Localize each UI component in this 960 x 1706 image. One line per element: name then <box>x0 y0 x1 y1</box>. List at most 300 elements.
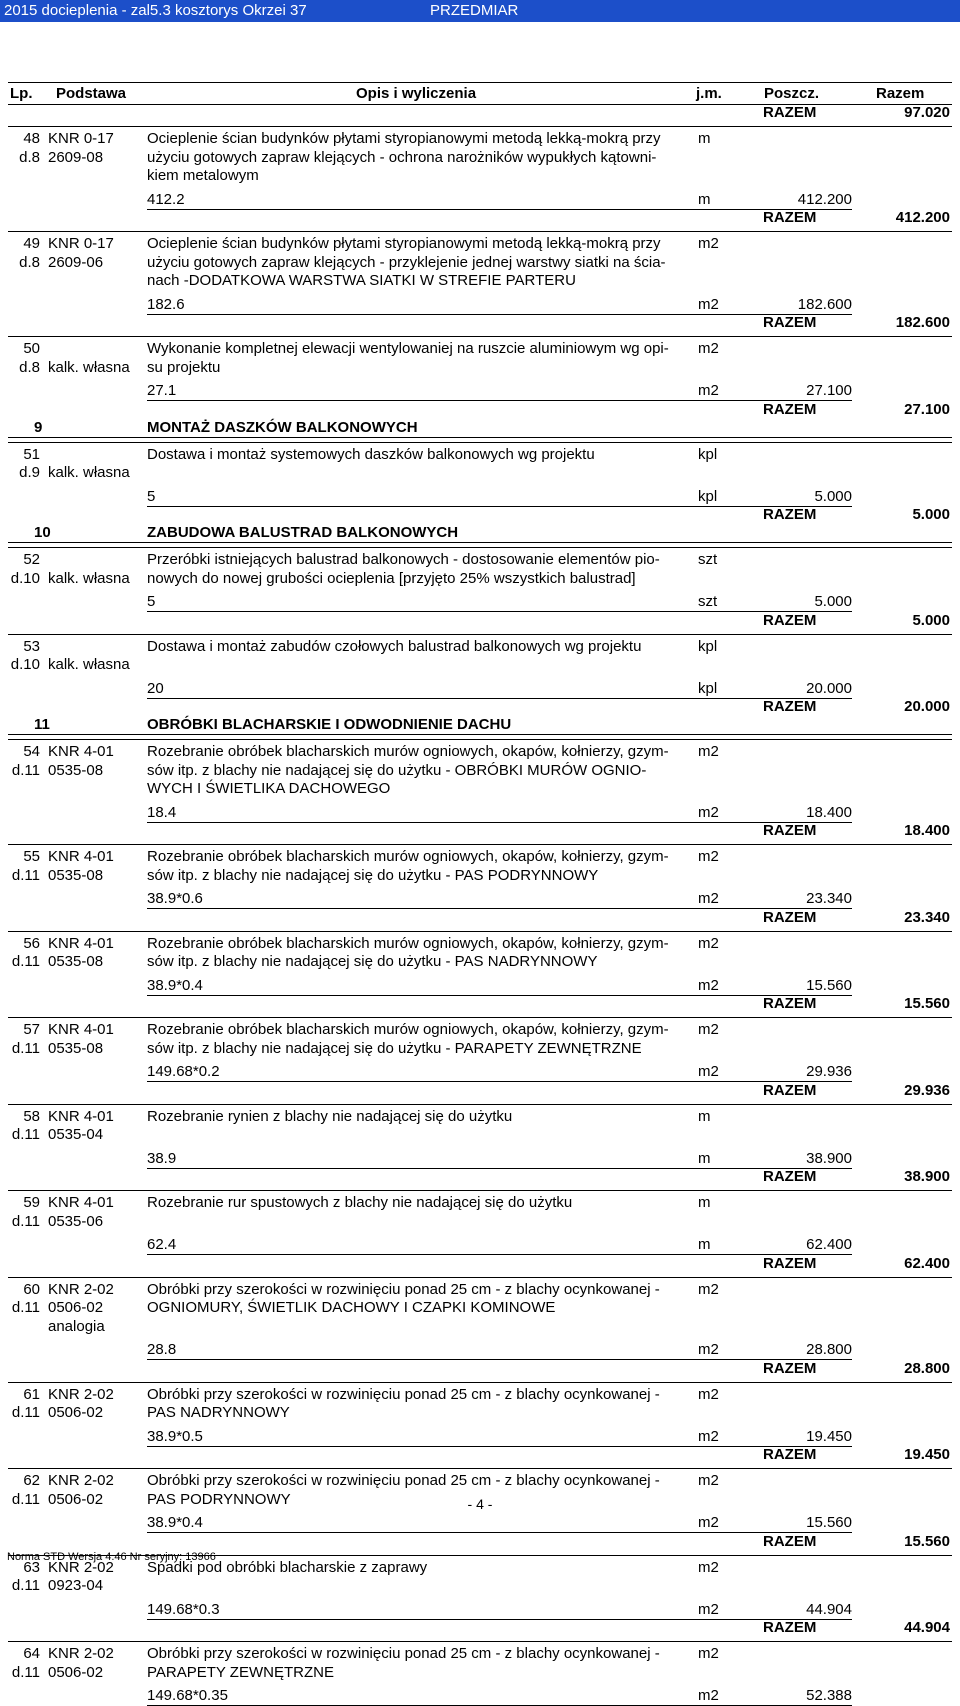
item-description: Rozebranie obróbek blacharskich murów ogniowych, okapów, kołnierzy, gzym- <box>147 934 669 952</box>
item-basis: KNR 2-02 <box>48 1558 114 1576</box>
item-top-rule <box>8 844 952 845</box>
item-basis: 0535-06 <box>48 1212 104 1230</box>
razem-label: RAZEM <box>763 1619 817 1636</box>
item-row <box>0 1645 960 1664</box>
summary-row <box>0 209 960 227</box>
calculation-row <box>0 593 960 612</box>
calculation-row <box>0 804 960 823</box>
col-header-razem: Razem <box>876 85 925 102</box>
section-number: 9 <box>34 418 43 436</box>
item-description: użyciu gotowych zapraw klejących - przyklejenie jednej warstwy siatki na ścia- <box>147 253 666 271</box>
unit: szt <box>698 551 718 568</box>
partial-quantity: 29.936 <box>806 1063 852 1080</box>
unit: m <box>698 1107 711 1125</box>
item-row <box>0 1021 960 1040</box>
razem-label: RAZEM <box>763 908 817 926</box>
section-title: MONTAŻ DASZKÓW BALKONOWYCH <box>147 418 418 436</box>
item-basis: 0535-08 <box>48 866 104 884</box>
item-number: 51 <box>23 445 40 463</box>
razem-total: 27.100 <box>904 400 950 418</box>
item-number: 48 <box>23 130 40 147</box>
calculation-row <box>0 191 960 210</box>
document-type: PRZEDMIAR <box>430 2 519 19</box>
item-description: Rozebranie rynien z blachy nie nadającej się do użytku <box>147 1107 513 1125</box>
continuation-row <box>0 953 960 972</box>
section-number: 10 <box>34 524 51 541</box>
item-description: WYCH I ŚWIETLIKA DACHOWEGO <box>147 780 391 797</box>
partial-quantity: 19.450 <box>806 1427 852 1445</box>
section-row <box>0 419 960 438</box>
item-description: sów itp. z blachy nie nadającej się do użytku - PARAPETY ZEWNĘTRZNE <box>147 1039 642 1057</box>
item-description: Dostawa i montaż systemowych daszków balkonowych wg projektu <box>147 445 595 463</box>
unit: m <box>698 190 711 208</box>
calculation-row <box>0 382 960 401</box>
partial-quantity: 412.200 <box>797 190 852 208</box>
item-description: PAS NADRYNNOWY <box>147 1404 290 1421</box>
item-description: nowych do nowej grubości ocieplenia [przyjęto 25% wszystkich balustrad] <box>147 569 636 587</box>
item-number: 57 <box>23 1021 40 1038</box>
unit: kpl <box>698 637 718 655</box>
item-basis: KNR 4-01 <box>48 1021 114 1038</box>
item-description: Obróbki przy szerokości w rozwinięciu ponad 25 cm - z blachy ocynkowanej - <box>147 1472 660 1489</box>
summary-row <box>0 1533 960 1551</box>
item-top-rule <box>8 1277 952 1278</box>
continuation-row <box>0 254 960 273</box>
unit: m2 <box>698 976 719 994</box>
item-description: nach -DODATKOWA WARSTWA SIATKI W STREFIE PARTERU <box>147 272 576 289</box>
item-number: 49 <box>23 235 40 252</box>
partial-quantity: 15.560 <box>806 976 852 994</box>
item-basis: kalk. własna <box>48 464 130 481</box>
summary-row <box>0 506 960 524</box>
unit: m2 <box>698 890 719 907</box>
item-basis: KNR 4-01 <box>48 934 114 952</box>
continuation-row <box>0 1213 960 1232</box>
section-rule <box>8 542 952 543</box>
summary-row <box>0 401 960 419</box>
calculation-formula: 28.8 <box>147 1341 177 1358</box>
razem-total: 44.904 <box>904 1619 950 1636</box>
item-description: sów itp. z blachy nie nadającej się do użytku - PAS PODRYNNOWY <box>147 866 599 884</box>
calculation-row <box>0 296 960 315</box>
calculation-row <box>0 1601 960 1620</box>
item-number: 53 <box>23 637 40 655</box>
partial-quantity: 5.000 <box>814 593 852 610</box>
razem-total: 62.400 <box>904 1254 950 1272</box>
item-basis: KNR 0-17 <box>48 235 114 252</box>
item-description: Przeróbki istniejących balustrad balkonowych - dostosowanie elementów pio- <box>147 551 660 568</box>
item-number: 58 <box>23 1107 40 1125</box>
item-description: sów itp. z blachy nie nadającej się do użytku - OBRÓBKI MURÓW OGNIO- <box>147 761 647 779</box>
summary-row <box>0 314 960 332</box>
unit: kpl <box>698 487 718 505</box>
razem-total: 97.020 <box>904 104 950 121</box>
razem-total: 18.400 <box>904 822 950 839</box>
calculation-row <box>0 1687 960 1706</box>
section-rule <box>8 734 952 735</box>
item-number: d.11 <box>11 1299 40 1316</box>
unit: m2 <box>698 1063 719 1080</box>
unit: szt <box>698 593 718 610</box>
item-top-rule <box>8 1017 952 1018</box>
unit: m2 <box>698 1514 719 1531</box>
calculation-formula: 20 <box>147 679 164 697</box>
continuation-row <box>0 570 960 589</box>
section-rule <box>8 437 952 438</box>
continuation-row <box>0 272 960 291</box>
item-number: d.11 <box>11 953 40 970</box>
summary-row <box>0 1360 960 1378</box>
calculation-row <box>0 1514 960 1533</box>
item-number: 50 <box>23 340 40 357</box>
footer-version: Norma STD Wersja 4.46 Nr seryjny: 13966 <box>7 1551 216 1563</box>
item-row <box>0 638 960 657</box>
item-description: kiem metalowym <box>147 167 259 184</box>
item-number: d.9 <box>19 464 40 481</box>
razem-total: 15.560 <box>904 995 950 1012</box>
unit: m2 <box>698 1021 719 1038</box>
item-description: Ocieplenie ścian budynków płytami styropianowymi metodą lekką-mokrą przy <box>147 235 661 252</box>
item-top-rule <box>8 1468 952 1469</box>
item-row <box>0 235 960 254</box>
calculation-formula: 38.9*0.4 <box>147 976 203 994</box>
razem-total: 5.000 <box>912 611 950 629</box>
unit: m2 <box>698 803 719 821</box>
razem-label: RAZEM <box>763 1532 817 1550</box>
item-top-rule <box>8 1382 952 1383</box>
item-basis: 0535-08 <box>48 1039 104 1057</box>
razem-total: 19.450 <box>904 1446 950 1463</box>
calculation-formula: 38.9 <box>147 1149 177 1167</box>
item-description: PAS PODRYNNOWY <box>147 1490 291 1508</box>
continuation-row <box>0 780 960 799</box>
item-number: d.10 <box>10 569 40 587</box>
item-number: 61 <box>23 1385 40 1403</box>
unit: m2 <box>698 295 719 313</box>
document-title: 2015 docieplenia - zal5.3 kosztorys Okrzei 37 <box>4 2 307 19</box>
continuation-row <box>0 167 960 186</box>
item-number: d.11 <box>11 1490 40 1508</box>
unit: kpl <box>698 445 718 463</box>
partial-quantity: 182.600 <box>797 295 852 313</box>
cost-estimate-table <box>0 84 960 1706</box>
summary-row <box>0 104 960 122</box>
item-number: d.11 <box>11 1039 40 1057</box>
item-basis: 0506-02 <box>48 1490 104 1508</box>
item-description: użyciu gotowych zapraw klejących - ochrona narożników wypukłych kątowni- <box>147 148 657 166</box>
section-title: OBRÓBKI BLACHARSKIE I ODWODNIENIE DACHU <box>147 716 512 733</box>
header-top-rule <box>8 82 952 83</box>
summary-row <box>0 1082 960 1100</box>
item-number: 52 <box>23 551 40 568</box>
calculation-row <box>0 977 960 996</box>
calculation-row <box>0 488 960 507</box>
item-description: Rozebranie obróbek blacharskich murów ogniowych, okapów, kołnierzy, gzym- <box>147 848 669 865</box>
calculation-formula: 149.68*0.35 <box>147 1687 228 1704</box>
razem-total: 20.000 <box>904 698 950 715</box>
continuation-row <box>0 1404 960 1423</box>
razem-label: RAZEM <box>763 314 817 331</box>
razem-total: 28.800 <box>904 1359 950 1377</box>
unit: m2 <box>698 1687 719 1704</box>
page-number: - 4 - <box>467 1496 493 1512</box>
summary-row <box>0 909 960 927</box>
item-description: Spadki pod obróbki blacharskie z zaprawy <box>147 1558 428 1576</box>
item-basis: KNR 4-01 <box>48 1107 114 1125</box>
item-basis: 2609-08 <box>48 148 104 166</box>
item-row <box>0 1281 960 1300</box>
partial-quantity: 5.000 <box>814 487 852 505</box>
continuation-row <box>0 359 960 378</box>
item-basis: KNR 2-02 <box>48 1385 114 1403</box>
razem-label: RAZEM <box>763 1081 817 1099</box>
item-basis: KNR 2-02 <box>48 1280 114 1298</box>
item-basis: KNR 4-01 <box>48 1194 114 1211</box>
partial-quantity: 44.904 <box>806 1600 852 1618</box>
summary-row <box>0 1619 960 1637</box>
section-title: ZABUDOWA BALUSTRAD BALKONOWYCH <box>147 524 459 541</box>
calculation-row <box>0 890 960 909</box>
item-number: 63 <box>23 1558 40 1576</box>
summary-row <box>0 612 960 630</box>
item-basis: 0506-02 <box>48 1663 104 1681</box>
unit: kpl <box>698 679 718 697</box>
item-row <box>0 1472 960 1491</box>
summary-row <box>0 698 960 716</box>
document-header-bar <box>0 0 960 22</box>
item-row <box>0 1108 960 1127</box>
item-description: OGNIOMURY, ŚWIETLIK DACHOWY I CZAPKI KOMINOWE <box>147 1299 556 1316</box>
calculation-formula: 149.68*0.3 <box>147 1600 220 1618</box>
unit: m <box>698 130 711 147</box>
item-top-rule <box>8 336 952 337</box>
col-header-poszcz: Poszcz. <box>764 85 820 102</box>
item-row <box>0 551 960 570</box>
calculation-row <box>0 1236 960 1255</box>
razem-total: 412.200 <box>895 209 950 226</box>
item-number: d.11 <box>11 1212 40 1230</box>
item-description: Wykonanie kompletnej elewacji wentylowaniej na ruszcie aluminiowym wg opi- <box>147 340 669 357</box>
calculation-row <box>0 1428 960 1447</box>
item-number: 59 <box>23 1194 40 1211</box>
partial-quantity: 28.800 <box>806 1341 852 1358</box>
calculation-formula: 412.2 <box>147 190 185 208</box>
calculation-formula: 5 <box>147 487 156 505</box>
continuation-row <box>0 1040 960 1059</box>
item-row <box>0 935 960 954</box>
partial-quantity: 27.100 <box>806 382 852 399</box>
item-basis: 0506-02 <box>48 1299 104 1316</box>
section-row <box>0 524 960 543</box>
item-number: d.10 <box>10 656 40 673</box>
unit: m2 <box>698 1341 719 1358</box>
partial-quantity: 23.340 <box>806 890 852 907</box>
item-top-rule <box>8 1190 952 1191</box>
item-basis: KNR 2-02 <box>48 1645 114 1662</box>
item-basis: analogia <box>48 1317 105 1335</box>
item-description: Obróbki przy szerokości w rozwinięciu ponad 25 cm - z blachy ocynkowanej - <box>147 1280 660 1298</box>
item-basis: 2609-06 <box>48 253 104 271</box>
item-number: 56 <box>23 934 40 952</box>
continuation-row <box>0 656 960 675</box>
razem-total: 29.936 <box>904 1081 950 1099</box>
razem-label: RAZEM <box>763 1446 817 1463</box>
calculation-row <box>0 1063 960 1082</box>
unit: m2 <box>698 934 719 952</box>
item-description: Rozebranie obróbek blacharskich murów ogniowych, okapów, kołnierzy, gzym- <box>147 743 669 760</box>
item-description: sów itp. z blachy nie nadającej się do użytku - PAS NADRYNNOWY <box>147 953 598 970</box>
partial-quantity: 52.388 <box>806 1687 852 1704</box>
item-top-rule <box>8 1641 952 1642</box>
item-basis: 0923-04 <box>48 1577 104 1594</box>
continuation-row <box>0 867 960 886</box>
item-basis: 0535-08 <box>48 953 104 970</box>
item-number: 54 <box>23 743 40 760</box>
item-number: 55 <box>23 848 40 865</box>
section-number: 11 <box>34 716 50 733</box>
calculation-formula: 18.4 <box>147 803 177 821</box>
item-number: d.8 <box>19 253 40 271</box>
item-description: Dostawa i montaż zabudów czołowych balustrad balkonowych wg projektu <box>147 637 642 655</box>
section-row <box>0 716 960 735</box>
item-number: d.8 <box>19 358 40 376</box>
summary-row <box>0 1446 960 1464</box>
calculation-formula: 38.9*0.5 <box>147 1427 203 1445</box>
item-description: Obróbki przy szerokości w rozwinięciu ponad 25 cm - z blachy ocynkowanej - <box>147 1645 660 1662</box>
item-row <box>0 1386 960 1405</box>
razem-total: 23.340 <box>904 908 950 926</box>
item-basis: KNR 4-01 <box>48 743 114 760</box>
calculation-formula: 62.4 <box>147 1236 177 1253</box>
unit: m2 <box>698 1558 719 1576</box>
unit: m2 <box>698 848 719 865</box>
razem-label: RAZEM <box>763 1168 817 1185</box>
calculation-formula: 182.6 <box>147 295 185 313</box>
item-basis: kalk. własna <box>48 656 130 673</box>
item-top-rule <box>8 1104 952 1105</box>
calculation-row <box>0 680 960 699</box>
unit: m2 <box>698 235 719 252</box>
item-number: d.11 <box>11 761 40 779</box>
item-basis: 0535-04 <box>48 1126 104 1143</box>
unit: m2 <box>698 1645 719 1662</box>
razem-label: RAZEM <box>763 209 817 226</box>
item-basis: kalk. własna <box>48 358 130 376</box>
summary-row <box>0 1255 960 1273</box>
partial-quantity: 20.000 <box>806 679 852 697</box>
razem-label: RAZEM <box>763 506 817 523</box>
item-number: d.11 <box>11 866 40 884</box>
item-number: d.8 <box>19 148 40 166</box>
item-basis: KNR 0-17 <box>48 130 114 147</box>
razem-label: RAZEM <box>763 400 817 418</box>
razem-label: RAZEM <box>763 611 817 629</box>
col-header-opis: Opis i wyliczenia <box>356 85 477 102</box>
item-top-rule <box>8 634 952 635</box>
unit: m2 <box>698 1385 719 1403</box>
calculation-formula: 27.1 <box>147 382 177 399</box>
item-number: d.11 <box>11 1404 40 1421</box>
item-top-rule <box>8 739 952 740</box>
unit: m2 <box>698 382 719 399</box>
calculation-formula: 149.68*0.2 <box>147 1063 220 1080</box>
continuation-row <box>0 149 960 168</box>
item-row <box>0 340 960 359</box>
item-basis: KNR 2-02 <box>48 1472 114 1489</box>
unit: m <box>698 1149 711 1167</box>
continuation-row <box>0 1577 960 1596</box>
item-row <box>0 743 960 762</box>
item-row <box>0 130 960 149</box>
col-header-podstawa: Podstawa <box>56 85 127 102</box>
partial-quantity: 18.400 <box>806 803 852 821</box>
partial-quantity: 15.560 <box>806 1514 852 1531</box>
item-top-rule <box>8 442 952 443</box>
col-header-jm: j.m. <box>696 85 722 102</box>
razem-total: 38.900 <box>904 1168 950 1185</box>
item-basis: 0506-02 <box>48 1404 104 1421</box>
razem-label: RAZEM <box>763 822 817 839</box>
item-description: PARAPETY ZEWNĘTRZNE <box>147 1663 334 1681</box>
razem-label: RAZEM <box>763 995 817 1012</box>
item-top-rule <box>8 126 952 127</box>
unit: m <box>698 1194 711 1211</box>
razem-label: RAZEM <box>763 1254 817 1272</box>
item-description: su projektu <box>147 358 221 376</box>
calculation-formula: 5 <box>147 593 156 610</box>
summary-row <box>0 1168 960 1186</box>
razem-label: RAZEM <box>763 698 817 715</box>
continuation-row <box>0 1318 960 1337</box>
continuation-row <box>0 464 960 483</box>
calculation-row <box>0 1341 960 1360</box>
unit: m <box>698 1236 711 1253</box>
item-number: d.11 <box>11 1126 40 1143</box>
item-number: 64 <box>23 1645 40 1662</box>
item-number: 60 <box>23 1280 40 1298</box>
partial-quantity: 62.400 <box>806 1236 852 1253</box>
razem-label: RAZEM <box>763 104 817 121</box>
item-number: d.11 <box>11 1577 40 1594</box>
continuation-row <box>0 1299 960 1318</box>
item-row <box>0 446 960 465</box>
calculation-formula: 38.9*0.4 <box>147 1514 203 1531</box>
table-body <box>0 104 960 1706</box>
continuation-row <box>0 1664 960 1683</box>
item-top-rule <box>8 931 952 932</box>
unit: m2 <box>698 1280 719 1298</box>
item-basis: 0535-08 <box>48 761 104 779</box>
item-row <box>0 1194 960 1213</box>
col-header-lp: Lp. <box>10 85 33 102</box>
item-number: d.11 <box>11 1663 40 1681</box>
item-top-rule <box>8 231 952 232</box>
unit: m2 <box>698 743 719 760</box>
item-number: 62 <box>23 1472 40 1489</box>
item-description: Rozebranie rur spustowych z blachy nie nadającej się do użytku <box>147 1194 573 1211</box>
continuation-row <box>0 1126 960 1145</box>
unit: m2 <box>698 1427 719 1445</box>
item-row <box>0 848 960 867</box>
item-description: Rozebranie obróbek blacharskich murów ogniowych, okapów, kołnierzy, gzym- <box>147 1021 669 1038</box>
unit: m2 <box>698 340 719 357</box>
unit: m2 <box>698 1600 719 1618</box>
item-description: Ocieplenie ścian budynków płytami styropianowymi metodą lekką-mokrą przy <box>147 130 661 147</box>
calculation-row <box>0 1150 960 1169</box>
continuation-row <box>0 762 960 781</box>
summary-row <box>0 995 960 1013</box>
table-header <box>0 84 960 104</box>
